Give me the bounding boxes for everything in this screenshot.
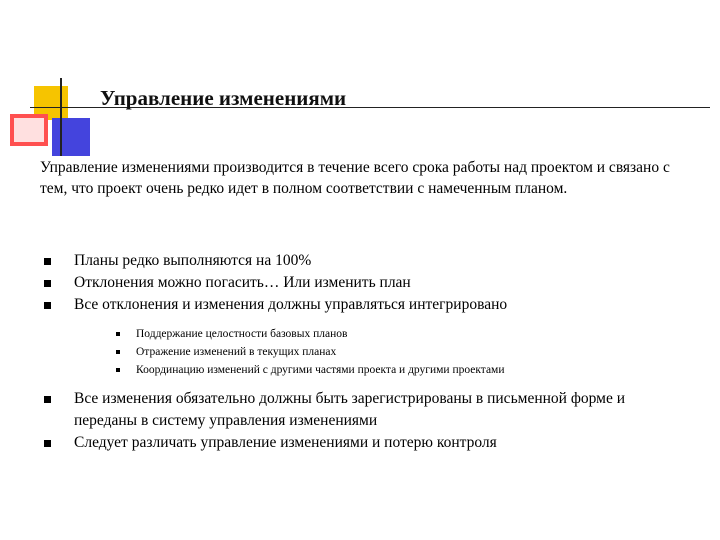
list-item-text: Планы редко выполняются на 100% [74,252,312,269]
decor-red-square-inner [14,118,44,142]
square-bullet-icon [116,332,120,336]
square-bullet-icon [44,396,51,403]
sub-bullet-list [116,325,505,379]
intro-paragraph: Управление изменениями производится в течение всего срока работы над проектом и связано с тем, что проект очень редко идет в полном соответствии с намеченным планом. [40,159,670,197]
square-bullet-icon [44,258,51,265]
list-item-text: Все изменения обязательно должны быть зарегистрированы в письменной форме и переданы в систему управления изменениями [74,390,625,429]
sub-list-item [116,343,505,361]
decor-vertical-line [60,78,62,156]
decor-blue-square [52,118,90,156]
list-item [44,272,664,294]
square-bullet-icon [116,350,120,354]
square-bullet-icon [44,302,51,309]
square-bullet-icon [44,280,51,287]
list-item [44,388,664,432]
list-item-text: Все отклонения и изменения должны управляться интегрировано [74,296,508,313]
sub-list-item-text: Отражение изменений в текущих планах [136,346,337,358]
bullet-list-a [44,250,664,316]
list-item [44,432,664,454]
sub-list-item [116,325,505,343]
sub-list-item-text: Координацию изменений с другими частями проекта и другими проектами [136,364,505,376]
sub-list-item-text: Поддержание целостности базовых планов [136,328,348,340]
page-title: Управление изменениями [100,86,347,110]
list-item [44,250,664,272]
bullet-list-b [44,388,664,454]
list-item [44,294,664,316]
square-bullet-icon [44,440,51,447]
sub-list-item [116,361,505,379]
list-item-text: Следует различать управление изменениями и потерю контроля [74,434,497,451]
square-bullet-icon [116,368,120,372]
list-item-text: Отклонения можно погасить… Или изменить план [74,274,411,291]
